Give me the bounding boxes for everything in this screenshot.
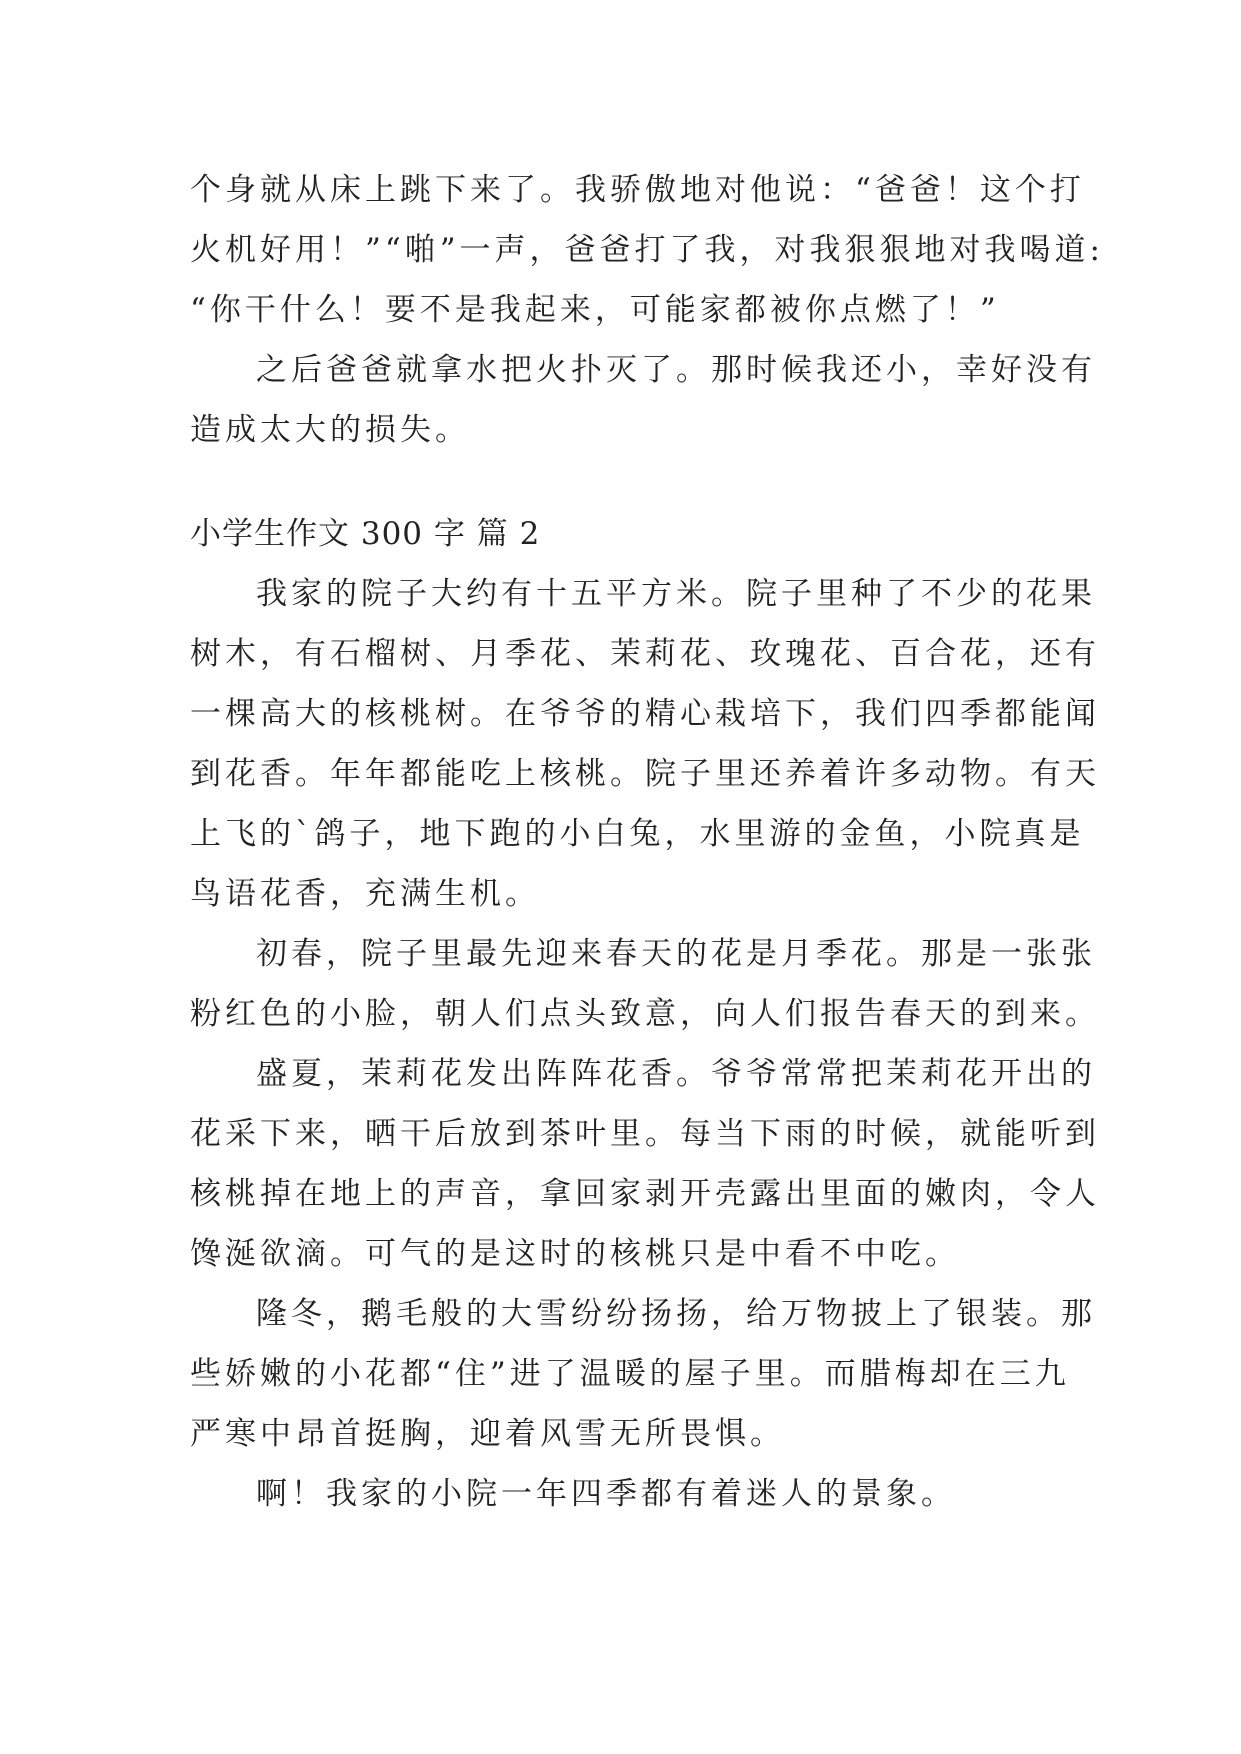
text-line: 严寒中昂首挺胸，迎着风雪无所畏惧。: [190, 1416, 785, 1452]
text-line: 一棵高大的核桃树。在爷爷的精心栽培下，我们四季都能闻: [190, 696, 1100, 732]
paragraph: [190, 1044, 1100, 1284]
text-line: 我家的院子大约有十五平方米。院子里种了不少的花果: [256, 576, 1096, 612]
text-line: 树木，有石榴树、月季花、茉莉花、玫瑰花、百合花，还有: [190, 636, 1100, 672]
text-line: 造成太大的损失。: [190, 412, 470, 448]
text-line: 上飞的`鸽子，地下跑的小白兔，水里游的金鱼，小院真是: [190, 816, 1085, 852]
section-spacer: [190, 460, 1090, 504]
text-line: 些娇嫩的小花都“住”进了温暖的屋子里。而腊梅却在三九: [190, 1356, 1070, 1392]
text-line: 个身就从床上跳下来了。我骄傲地对他说：“爸爸！这个打: [190, 172, 1085, 208]
paragraph: [190, 340, 1096, 460]
text-line: 核桃掉在地上的声音，拿回家剥开壳露出里面的嫩肉，令人: [190, 1176, 1100, 1212]
paragraph: [190, 1284, 1096, 1464]
text-line: 馋涎欲滴。可气的是这时的核桃只是中看不中吃。: [190, 1236, 960, 1272]
text-line: 花采下来，晒干后放到茶叶里。每当下雨的时候，就能听到: [190, 1116, 1100, 1152]
paragraph: [190, 564, 1100, 924]
text-line: 啊！我家的小院一年四季都有着迷人的景象。: [256, 1476, 956, 1512]
text-line: 之后爸爸就拿水把火扑灭了。那时候我还小，幸好没有: [256, 352, 1096, 388]
text-line: 盛夏，茉莉花发出阵阵花香。爷爷常常把茉莉花开出的: [256, 1056, 1096, 1092]
text-line: 初春，院子里最先迎来春天的花是月季花。那是一张张: [256, 936, 1096, 972]
text-line: 到花香。年年都能吃上核桃。院子里还养着许多动物。有天: [190, 756, 1100, 792]
text-line: 鸟语花香，充满生机。: [190, 876, 540, 912]
essay-text: [190, 160, 1104, 1524]
text-line: “你干什么！要不是我起来，可能家都被你点燃了！”: [190, 292, 1000, 328]
paragraph: [190, 924, 1100, 1044]
paragraph: [190, 1464, 1090, 1524]
section-heading: 小学生作文 300 字 篇 2: [190, 516, 541, 552]
paragraph: [190, 160, 1104, 340]
text-line: 隆冬，鹅毛般的大雪纷纷扬扬，给万物披上了银装。那: [256, 1296, 1096, 1332]
text-line: 粉红色的小脸，朝人们点头致意，向人们报告春天的到来。: [190, 996, 1100, 1032]
text-line: 火机好用！”“啪”一声，爸爸打了我，对我狠狠地对我喝道:: [190, 232, 1104, 268]
